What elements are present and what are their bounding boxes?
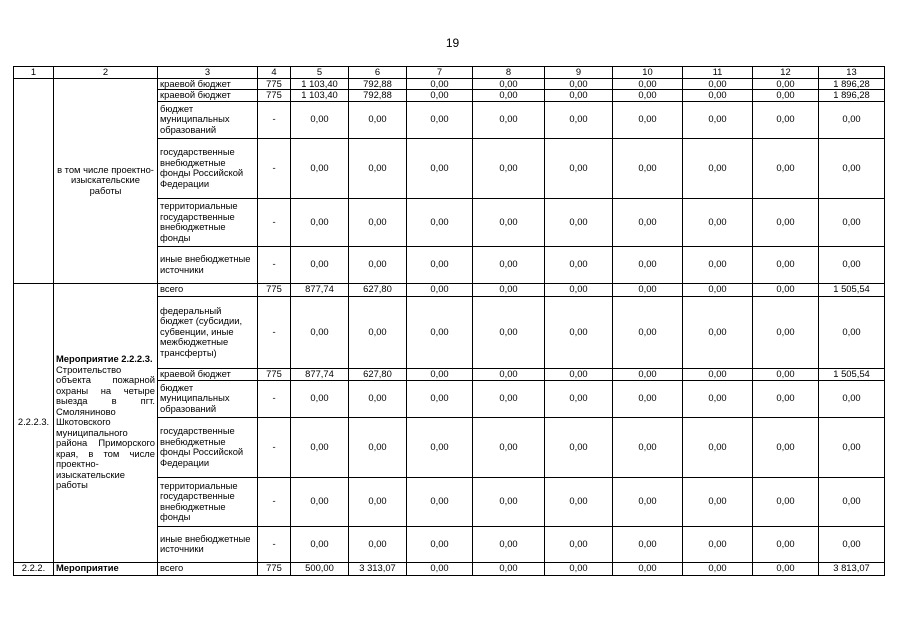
value-cell-c13: 1 505,54	[819, 368, 885, 380]
value-cell-c6: 0,00	[349, 101, 407, 138]
measure-title: Мероприятие	[56, 562, 119, 574]
measure-description-cell	[54, 78, 158, 283]
value-cell-c11: 0,00	[683, 138, 753, 198]
value-cell-c13: 0,00	[819, 138, 885, 198]
value-cell-c4: 775	[258, 90, 291, 102]
value-cell-c11: 0,00	[683, 562, 753, 575]
value-cell-c4: -	[258, 296, 291, 368]
header-cell: 6	[349, 67, 407, 79]
measure-description-cell	[54, 283, 158, 562]
value-cell-c4: -	[258, 101, 291, 138]
value-cell-c13: 0,00	[819, 246, 885, 283]
value-cell-c9: 0,00	[545, 526, 613, 562]
funding-source-cell: всего	[158, 562, 258, 575]
funding-source-cell: территориальные государственные внебюджетные фонды	[158, 477, 258, 526]
header-row	[14, 67, 885, 79]
value-cell-c10: 0,00	[613, 246, 683, 283]
value-cell-c4: -	[258, 477, 291, 526]
value-cell-c6: 0,00	[349, 526, 407, 562]
value-cell-c9: 0,00	[545, 283, 613, 296]
value-cell-c6: 0,00	[349, 477, 407, 526]
value-cell-c11: 0,00	[683, 78, 753, 90]
value-cell-c4: -	[258, 526, 291, 562]
header-cell: 8	[473, 67, 545, 79]
value-cell-c8: 0,00	[473, 526, 545, 562]
value-cell-c6: 0,00	[349, 417, 407, 477]
header-cell: 10	[613, 67, 683, 79]
value-cell-c5: 0,00	[291, 246, 349, 283]
value-cell-c4: -	[258, 198, 291, 246]
value-cell-c7: 0,00	[407, 138, 473, 198]
value-cell-c11: 0,00	[683, 101, 753, 138]
value-cell-c12: 0,00	[753, 101, 819, 138]
value-cell-c13: 0,00	[819, 380, 885, 417]
value-cell-c12: 0,00	[753, 296, 819, 368]
measure-code-cell: 2.2.2.3.	[14, 283, 54, 562]
value-cell-c5: 1 103,40	[291, 90, 349, 102]
table-row	[14, 283, 885, 296]
value-cell-c10: 0,00	[613, 90, 683, 102]
measure-code-cell: 2.2.2.	[14, 562, 54, 575]
funding-source-cell: краевой бюджет	[158, 78, 258, 90]
value-cell-c4: -	[258, 138, 291, 198]
value-cell-c12: 0,00	[753, 368, 819, 380]
value-cell-c8: 0,00	[473, 562, 545, 575]
value-cell-c10: 0,00	[613, 78, 683, 90]
value-cell-c8: 0,00	[473, 138, 545, 198]
funding-source-cell: бюджет муниципальных образований	[158, 101, 258, 138]
value-cell-c6: 0,00	[349, 138, 407, 198]
value-cell-c11: 0,00	[683, 477, 753, 526]
value-cell-c9: 0,00	[545, 138, 613, 198]
value-cell-c13: 1 896,28	[819, 78, 885, 90]
value-cell-c7: 0,00	[407, 246, 473, 283]
value-cell-c4: -	[258, 417, 291, 477]
header-cell: 7	[407, 67, 473, 79]
value-cell-c12: 0,00	[753, 477, 819, 526]
value-cell-c12: 0,00	[753, 78, 819, 90]
value-cell-c12: 0,00	[753, 417, 819, 477]
value-cell-c10: 0,00	[613, 477, 683, 526]
page-number: 19	[445, 36, 460, 50]
value-cell-c6: 3 313,07	[349, 562, 407, 575]
value-cell-c6: 0,00	[349, 296, 407, 368]
value-cell-c10: 0,00	[613, 283, 683, 296]
value-cell-c9: 0,00	[545, 368, 613, 380]
value-cell-c7: 0,00	[407, 101, 473, 138]
value-cell-c9: 0,00	[545, 417, 613, 477]
value-cell-c5: 0,00	[291, 101, 349, 138]
header-cell: 13	[819, 67, 885, 79]
value-cell-c6: 0,00	[349, 380, 407, 417]
value-cell-c9: 0,00	[545, 101, 613, 138]
value-cell-c13: 1 896,28	[819, 90, 885, 102]
value-cell-c8: 0,00	[473, 198, 545, 246]
budget-table	[13, 66, 885, 576]
value-cell-c9: 0,00	[545, 562, 613, 575]
value-cell-c11: 0,00	[683, 90, 753, 102]
value-cell-c4: 775	[258, 562, 291, 575]
value-cell-c10: 0,00	[613, 101, 683, 138]
value-cell-c9: 0,00	[545, 198, 613, 246]
value-cell-c8: 0,00	[473, 380, 545, 417]
value-cell-c7: 0,00	[407, 477, 473, 526]
funding-source-cell: территориальные государственные внебюджетные фонды	[158, 198, 258, 246]
value-cell-c5: 877,74	[291, 368, 349, 380]
value-cell-c4: -	[258, 246, 291, 283]
value-cell-c12: 0,00	[753, 380, 819, 417]
value-cell-c5: 0,00	[291, 138, 349, 198]
value-cell-c8: 0,00	[473, 90, 545, 102]
value-cell-c5: 0,00	[291, 380, 349, 417]
value-cell-c7: 0,00	[407, 283, 473, 296]
funding-source-cell: государственные внебюджетные фонды Российской Федерации	[158, 138, 258, 198]
value-cell-c10: 0,00	[613, 138, 683, 198]
value-cell-c5: 0,00	[291, 526, 349, 562]
value-cell-c9: 0,00	[545, 90, 613, 102]
value-cell-c7: 0,00	[407, 562, 473, 575]
header-cell: 3	[158, 67, 258, 79]
funding-source-cell: иные внебюджетные источники	[158, 246, 258, 283]
value-cell-c12: 0,00	[753, 138, 819, 198]
value-cell-c7: 0,00	[407, 296, 473, 368]
value-cell-c12: 0,00	[753, 526, 819, 562]
value-cell-c13: 1 505,54	[819, 283, 885, 296]
header-cell: 9	[545, 67, 613, 79]
value-cell-c4: -	[258, 380, 291, 417]
measure-code-cell	[14, 78, 54, 283]
value-cell-c13: 0,00	[819, 526, 885, 562]
value-cell-c7: 0,00	[407, 78, 473, 90]
value-cell-c12: 0,00	[753, 90, 819, 102]
value-cell-c11: 0,00	[683, 246, 753, 283]
value-cell-c11: 0,00	[683, 368, 753, 380]
value-cell-c8: 0,00	[473, 296, 545, 368]
value-cell-c5: 0,00	[291, 417, 349, 477]
value-cell-c5: 877,74	[291, 283, 349, 296]
value-cell-c9: 0,00	[545, 477, 613, 526]
value-cell-c7: 0,00	[407, 198, 473, 246]
table-body	[14, 67, 885, 576]
value-cell-c8: 0,00	[473, 78, 545, 90]
value-cell-c7: 0,00	[407, 380, 473, 417]
value-cell-c5: 500,00	[291, 562, 349, 575]
value-cell-c13: 3 813,07	[819, 562, 885, 575]
value-cell-c11: 0,00	[683, 417, 753, 477]
value-cell-c9: 0,00	[545, 296, 613, 368]
funding-source-cell: федеральный бюджет (субсидии, субвенции, иные межбюджетные трансферты)	[158, 296, 258, 368]
value-cell-c7: 0,00	[407, 90, 473, 102]
value-cell-c9: 0,00	[545, 78, 613, 90]
header-cell: 2	[54, 67, 158, 79]
value-cell-c6: 627,80	[349, 283, 407, 296]
header-cell: 12	[753, 67, 819, 79]
measure-description: в том числе проектно-изыскательские работы	[57, 163, 154, 196]
value-cell-c6: 0,00	[349, 198, 407, 246]
value-cell-c4: 775	[258, 368, 291, 380]
value-cell-c13: 0,00	[819, 417, 885, 477]
value-cell-c11: 0,00	[683, 296, 753, 368]
value-cell-c13: 0,00	[819, 477, 885, 526]
value-cell-c6: 792,88	[349, 78, 407, 90]
value-cell-c12: 0,00	[753, 246, 819, 283]
value-cell-c5: 0,00	[291, 477, 349, 526]
value-cell-c5: 0,00	[291, 296, 349, 368]
header-cell: 4	[258, 67, 291, 79]
value-cell-c10: 0,00	[613, 198, 683, 246]
value-cell-c11: 0,00	[683, 198, 753, 246]
value-cell-c10: 0,00	[613, 417, 683, 477]
value-cell-c8: 0,00	[473, 246, 545, 283]
table-row	[14, 562, 885, 575]
value-cell-c12: 0,00	[753, 562, 819, 575]
value-cell-c10: 0,00	[613, 526, 683, 562]
value-cell-c10: 0,00	[613, 296, 683, 368]
value-cell-c5: 1 103,40	[291, 78, 349, 90]
value-cell-c8: 0,00	[473, 101, 545, 138]
value-cell-c7: 0,00	[407, 417, 473, 477]
funding-source-cell: иные внебюджетные источники	[158, 526, 258, 562]
measure-title: Мероприятие 2.2.2.3.	[56, 353, 153, 365]
value-cell-c5: 0,00	[291, 198, 349, 246]
value-cell-c6: 792,88	[349, 90, 407, 102]
value-cell-c8: 0,00	[473, 477, 545, 526]
value-cell-c6: 0,00	[349, 246, 407, 283]
value-cell-c12: 0,00	[753, 198, 819, 246]
value-cell-c11: 0,00	[683, 526, 753, 562]
funding-source-cell: краевой бюджет	[158, 90, 258, 102]
table-row	[14, 78, 885, 90]
value-cell-c12: 0,00	[753, 283, 819, 296]
value-cell-c11: 0,00	[683, 380, 753, 417]
funding-source-cell: государственные внебюджетные фонды Российской Федерации	[158, 417, 258, 477]
header-cell: 5	[291, 67, 349, 79]
value-cell-c6: 627,80	[349, 368, 407, 380]
value-cell-c8: 0,00	[473, 368, 545, 380]
value-cell-c8: 0,00	[473, 283, 545, 296]
value-cell-c7: 0,00	[407, 526, 473, 562]
value-cell-c13: 0,00	[819, 296, 885, 368]
value-cell-c10: 0,00	[613, 562, 683, 575]
measure-description-cell	[54, 562, 158, 575]
funding-source-cell: краевой бюджет	[158, 368, 258, 380]
value-cell-c11: 0,00	[683, 283, 753, 296]
value-cell-c13: 0,00	[819, 198, 885, 246]
value-cell-c10: 0,00	[613, 380, 683, 417]
measure-description: Строительство объекта пожарной охраны на четыре выезда в пгт. Смоляниново Шкотовского муниципального района Приморского края, в том числе проектно-изыскательские работы	[56, 363, 155, 491]
value-cell-c10: 0,00	[613, 368, 683, 380]
value-cell-c8: 0,00	[473, 417, 545, 477]
funding-source-cell: бюджет муниципальных образований	[158, 380, 258, 417]
value-cell-c13: 0,00	[819, 101, 885, 138]
value-cell-c4: 775	[258, 78, 291, 90]
value-cell-c7: 0,00	[407, 368, 473, 380]
header-cell: 11	[683, 67, 753, 79]
funding-source-cell: всего	[158, 283, 258, 296]
value-cell-c9: 0,00	[545, 380, 613, 417]
value-cell-c4: 775	[258, 283, 291, 296]
value-cell-c9: 0,00	[545, 246, 613, 283]
header-cell: 1	[14, 67, 54, 79]
